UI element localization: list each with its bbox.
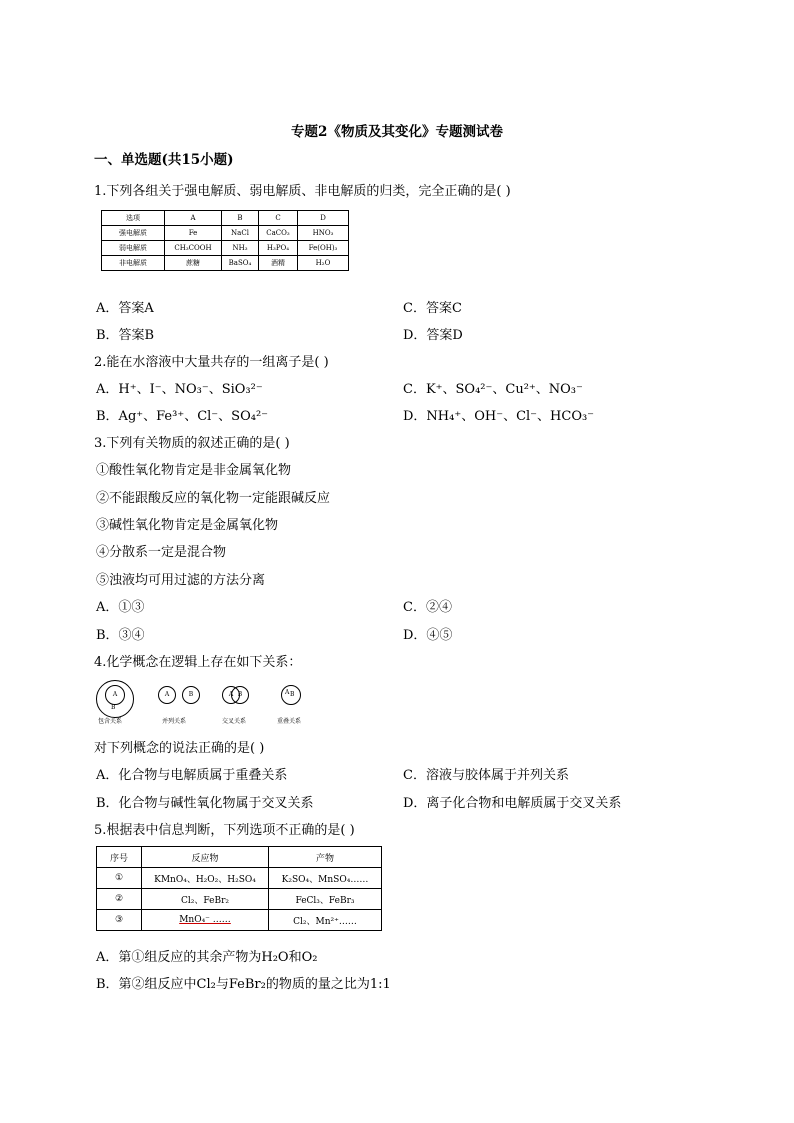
q1-option-d: D．答案D — [403, 328, 463, 343]
table-cell: Cl₂、Mn²⁺…… — [269, 910, 382, 931]
table-cell: 序号 — [97, 847, 142, 868]
table-cell: HNO₃ — [298, 226, 349, 241]
circle-b: B — [231, 686, 249, 704]
table-cell: 非电解质 — [102, 256, 165, 271]
table-cell: K₂SO₄、MnSO₄…… — [269, 868, 382, 889]
table-cell: Fe(OH)₃ — [298, 241, 349, 256]
diagram-label-include: 包含关系 — [98, 718, 123, 725]
circle-a-inner: A — [105, 685, 125, 705]
q3-item: ④分散系一定是混合物 — [96, 545, 227, 560]
q5-option-b: B．第②组反应中Cl₂与FeBr₂的物质的量之比为1:1 — [96, 977, 391, 992]
q3-item: ①酸性氧化物肯定是非金属氧化物 — [96, 463, 292, 478]
q3-item: ③碱性氧化物肯定是金属氧化物 — [96, 518, 279, 533]
q4-option-c: C．溶液与胶体属于并列关系 — [403, 768, 569, 783]
diagram-label-overlap: 重叠关系 — [277, 718, 302, 725]
table-cell: FeCl₃、FeBr₃ — [269, 889, 382, 910]
q2-option-c: C．K⁺、SO₄²⁻、Cu²⁺、NO₃⁻ — [403, 382, 583, 397]
q3-item: ⑤浊液均可用过滤的方法分离 — [96, 573, 266, 588]
q4-option-a: A．化合物与电解质属于重叠关系 — [96, 768, 288, 783]
circle-a: A — [222, 686, 240, 704]
table-cell: 反应物 — [142, 847, 269, 868]
table-cell: Fe — [165, 226, 222, 241]
q4-option-d: D．离子化合物和电解质属于交叉关系 — [403, 796, 622, 811]
q3-option-d: D．④⑤ — [403, 628, 453, 643]
q5-table — [96, 846, 382, 931]
circle-b-label: B — [111, 704, 116, 711]
q1-option-b: B．答案B — [96, 328, 155, 343]
diagram-label-intersect: 交叉关系 — [222, 718, 247, 725]
table-cell: Cl₂、FeBr₂ — [142, 889, 269, 910]
q3-option-a: A．①③ — [96, 600, 145, 615]
circle-b: B — [182, 686, 200, 704]
q5-stem: 5.根据表中信息判断，下列选项不正确的是( ) — [94, 823, 355, 838]
circle-a: A — [158, 686, 176, 704]
q3-item: ②不能跟酸反应的氧化物一定能跟碱反应 — [96, 491, 331, 506]
table-cell: CH₃COOH — [165, 241, 222, 256]
table-cell: BaSO₄ — [222, 256, 259, 271]
table-cell: ② — [97, 889, 142, 910]
q1-option-a: A．答案A — [96, 301, 154, 316]
table-cell: MnO₄⁻ …… — [142, 910, 269, 931]
table-cell: 强电解质 — [102, 226, 165, 241]
table-cell: A — [165, 211, 222, 226]
q5-option-a: A．第①组反应的其余产物为H₂O和O₂ — [96, 950, 318, 965]
page-title: 专题2《物质及其变化》专题测试卷 — [291, 124, 503, 140]
q4-option-b: B．化合物与碱性氧化物属于交叉关系 — [96, 796, 314, 811]
q1-stem: 1.下列各组关于强电解质、弱电解质、非电解质的归类，完全正确的是( ) — [94, 184, 511, 199]
table-row — [97, 910, 382, 931]
table-row — [102, 256, 349, 271]
section-heading: 一、单选题(共15小题) — [94, 152, 234, 168]
table-cell: 产物 — [269, 847, 382, 868]
table-row — [97, 868, 382, 889]
q3-option-b: B．③④ — [96, 628, 145, 643]
table-cell: H₃PO₄ — [259, 241, 298, 256]
q3-option-c: C．②④ — [403, 600, 452, 615]
q3-stem: 3.下列有关物质的叙述正确的是( ) — [94, 436, 290, 451]
table-cell: KMnO₄、H₂O₂、H₂SO₄ — [142, 868, 269, 889]
table-cell: B — [222, 211, 259, 226]
q2-option-a: A．H⁺、I⁻、NO₃⁻、SiO₃²⁻ — [96, 382, 263, 397]
q4-stem-2: 对下列概念的说法正确的是( ) — [94, 741, 265, 756]
q1-option-c: C．答案C — [403, 301, 462, 316]
table-cell: 选项 — [102, 211, 165, 226]
table-cell: ① — [97, 868, 142, 889]
q2-option-b: B．Ag⁺、Fe³⁺、Cl⁻、SO₄²⁻ — [96, 409, 269, 424]
table-row — [102, 226, 349, 241]
diagram-label-parallel: 并列关系 — [162, 718, 187, 725]
table-cell: NaCl — [222, 226, 259, 241]
table-cell: C — [259, 211, 298, 226]
table-row — [102, 241, 349, 256]
overlap-b-label: B — [290, 691, 295, 698]
q2-option-d: D．NH₄⁺、OH⁻、Cl⁻、HCO₃⁻ — [403, 409, 595, 424]
q1-table — [101, 210, 349, 271]
table-cell: 蔗糖 — [165, 256, 222, 271]
table-header-row — [102, 211, 349, 226]
table-cell: 弱电解质 — [102, 241, 165, 256]
table-cell: CaCO₃ — [259, 226, 298, 241]
table-cell: NH₃ — [222, 241, 259, 256]
q4-stem: 4.化学概念在逻辑上存在如下关系： — [94, 655, 302, 670]
q2-stem: 2.能在水溶液中大量共存的一组离子是( ) — [94, 355, 329, 370]
table-cell: H₂O — [298, 256, 349, 271]
table-header-row — [97, 847, 382, 868]
overlap-a-label: A — [285, 689, 290, 696]
table-cell: 酒精 — [259, 256, 298, 271]
table-cell: D — [298, 211, 349, 226]
table-cell: ③ — [97, 910, 142, 931]
table-row — [97, 889, 382, 910]
